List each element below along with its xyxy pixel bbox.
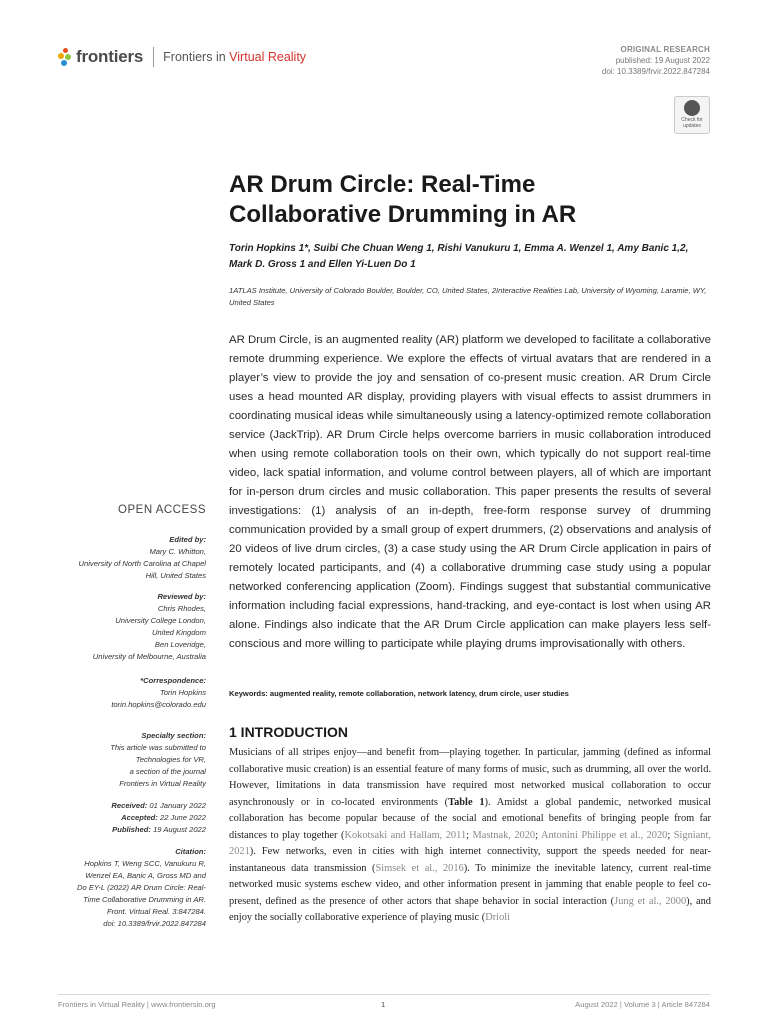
check-for-updates-badge[interactable] (674, 96, 710, 134)
citation-link[interactable]: Antonini Philippe et al., 2020 (540, 829, 668, 841)
specialty-section: Specialty section: This article was submitted to Technologies for VR, a section of the journal Frontiers in Virtual Reality (110, 731, 206, 788)
authors-line-1: Torin Hopkins 1*, Suibi Che Chuan Weng 1, Rishi Vanukuru 1, Emma A. Wenzel 1, Amy Banic 1,2, (229, 243, 689, 254)
citation-link[interactable]: Kokotsaki and Hallam, 2011 (344, 829, 467, 841)
frontiers-logo-icon (58, 48, 72, 66)
author-list (229, 241, 711, 273)
published-date: published: 19 August 2022 (615, 56, 710, 65)
logo-divider (153, 47, 154, 67)
correspondence: *Correspondence: Torin Hopkins torin.hopkins@colorado.edu (111, 676, 206, 709)
table-ref-link[interactable]: Table 1 (448, 796, 485, 808)
check-updates-icon (684, 100, 700, 116)
open-access-label: OPEN ACCESS (118, 504, 206, 516)
citation-link[interactable]: Mastnak, 2020 (472, 829, 536, 841)
article-type: ORIGINAL RESEARCH (620, 45, 710, 54)
citation-link[interactable]: Jung et al., 2000 (614, 895, 687, 907)
check-updates-label: Check for updates (681, 117, 703, 129)
footer-divider (58, 994, 710, 995)
article-doi[interactable]: doi: 10.3389/frvir.2022.847284 (601, 67, 710, 76)
footer-journal[interactable]: Frontiers in Virtual Reality | www.frontiersin.org (58, 1000, 216, 1009)
section-heading-introduction: 1 INTRODUCTION (229, 724, 348, 740)
article-meta (602, 44, 710, 77)
citation: Citation: Hopkins T, Weng SCC, Vanukuru R, Wenzel EA, Banic A, Gross MD and Do EY-L (2022) AR Drum Circle: Real- Time Collaborative Drumming in AR. Front. Virtual Real. 3:847284. doi: 10.3389/frvir.2022.847284 (77, 847, 206, 928)
article-dates: Received: 01 January 2022 Accepted: 22 June 2022 Published: 19 August 2022 (111, 801, 206, 834)
journal-name[interactable]: Frontiers in Virtual Reality (163, 50, 307, 64)
edited-by: Edited by: Mary C. Whitton, University of North Carolina at Chapel Hill, United States (78, 535, 206, 580)
footer-volume: August 2022 | Volume 3 | Article 847284 (575, 1000, 710, 1009)
abstract: AR Drum Circle, is an augmented reality (AR) platform we developed to facilitate a collaborative remote drumming experience. We explore the effects of virtual avatars that are rendered in a player’s view to provide the joy and sensation of co-present music creation. AR Drum Circle uses a head mounted AR display, providing players with visual effects to assist drummers in coordinating musical ideas while simultaneously using a latency-optimized remote collaboration service (JackTrip). AR Drum Circle helps overcome barriers in music collaboration introduced when using remote collaboration tools on their own, which typically do not support real-time video, lack spatial information, and volume control between players, all of which are important for in-person drum circles and music collaboration. This paper presents the results of several investigations: (1) analysis of an in-depth, free-form response survey of drumming communication provided by a small group of expert drummers, (2) observations and analysis of 20 videos of live drum circles, (3) a case study using the AR Drum Circle application in pairs of remotely located participants, and (4) a collaborative drumming case study using a popular networked conferencing application (Zoom). Findings suggest that substantial communicative information including facial expressions, hand-tracking, and eye-contact is lost when using AR alone. Findings also indicate that the AR Drum Circle application can make players less self-conscious and more willing to participate while playing drums improvisationally with others. (229, 334, 711, 650)
reviewed-by: Reviewed by: Chris Rhodes, University College London, United Kingdom Ben Loveridge, University of Melbourne, Australia (92, 592, 206, 661)
correspondence-email[interactable]: torin.hopkins@colorado.edu (111, 700, 206, 709)
affiliations: 1ATLAS Institute, University of Colorado Boulder, Boulder, CO, United States, 2Interactive Realities Lab, University of Wyoming, Laramie, WY, United States (229, 286, 707, 307)
page-number: 1 (381, 1000, 386, 1009)
keywords: Keywords: augmented reality, remote collaboration, network latency, drum circle, user studies (229, 689, 569, 698)
citation-link[interactable]: Drioli (485, 912, 511, 923)
frontiers-logo[interactable] (58, 44, 306, 70)
logo-text: frontiers (76, 47, 144, 66)
citation-link[interactable]: Signiant, 2021 (229, 829, 711, 857)
introduction-text: Musicians of all stripes enjoy—and benefit from—playing together. In particular, jamming (defined as informal collaborative music creation) is an essential feature of many forms of music, such as drumming, all over the world. However, limitations in data transmission have required most networked musical collaboration to occur asynchronously or in co-located environments (Table 1). Amidst a global pandemic, networked musical collaboration has become popular because of the social and emotional benefits of bringing people from far distances to play together (Kokotsaki and Hallam, 2011; Mastnak, 2020; Antonini Philippe et al., 2020; Signiant, 2021). Few networks, even in cities with high internet connectivity, support the speeds needed for near-instantaneous data transmission (Simsek et al., 2016). To minimize the inevitable latency, current real-time networked music systems eschew video, and other information present in jamming that enable people to feel co-present, defined as the presence of other actors that shape behavior in social interaction (Jung et al., 2000), and enjoy the socially collaborative experience of playing music (Drioli (229, 747, 711, 923)
citation-link[interactable]: Simsek et al., 2016 (375, 862, 464, 874)
authors-line-2: Mark D. Gross 1 and Ellen Yi-Luen Do 1 (229, 259, 416, 270)
paper-title: AR Drum Circle: Real-Time Collaborative Drumming in AR (229, 171, 577, 228)
